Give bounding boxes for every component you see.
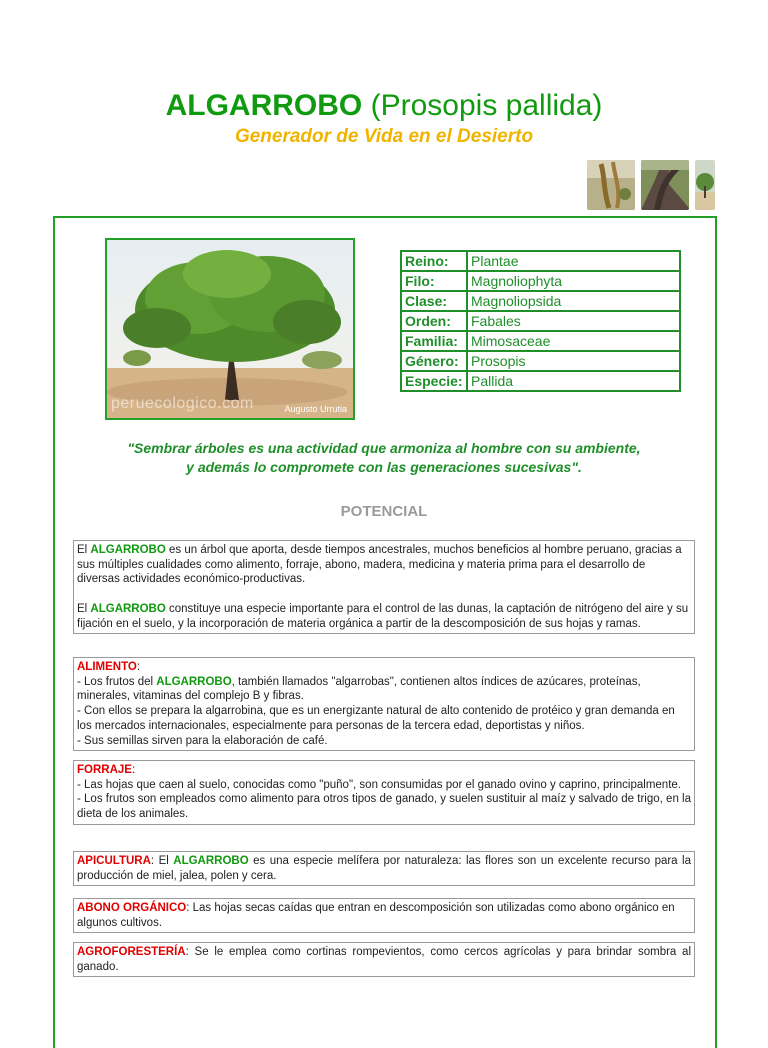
taxonomy-row <box>401 331 680 351</box>
intro-card <box>73 540 695 634</box>
thumbnail-landscape[interactable] <box>695 160 715 210</box>
text: : <box>136 661 141 673</box>
taxonomy-row <box>401 351 680 371</box>
taxonomy-label: Clase: <box>401 291 467 311</box>
apicultura-card <box>73 851 695 886</box>
text: El <box>77 544 91 556</box>
title-scientific-name: (Prosopis pallida) <box>370 89 603 122</box>
alimento-line-1 <box>77 675 691 704</box>
taxonomy-row <box>401 311 680 331</box>
taxonomy-value: Magnoliopsida <box>467 291 680 311</box>
page-title <box>0 88 768 124</box>
taxonomy-row <box>401 251 680 271</box>
text: es una especie melífera por naturaleza: las flores son un excelente recurso para la producción de miel, jalea, polen y cera. <box>77 855 692 882</box>
highlight-name: ALGARROBO <box>90 602 166 615</box>
forraje-card <box>73 760 695 825</box>
alimento-line-2: - Con ellos se prepara la algarrobina, que es un energizante natural de alto contenido de protéico y gran demanda en los mercados internacionales, especialmente para personas de la tercera edad, deportistas y niños. <box>77 705 675 732</box>
taxonomy-row <box>401 371 680 391</box>
forraje-line-2: - Los frutos son empleados como alimento para otros tipos de ganado, y suelen sustituir al maíz y salvado de trigo, en la dieta de los animales. <box>77 793 691 821</box>
section-label: ALIMENTO <box>77 661 137 673</box>
section-title: POTENCIAL <box>340 503 428 520</box>
taxonomy-label: Filo: <box>401 271 467 291</box>
alimento-line-3: - Sus semillas sirven para la elaboración de café. <box>77 734 328 747</box>
taxonomy-value: Mimosaceae <box>467 331 680 351</box>
text: es un árbol que aporta, desde tiempos ancestrales, muchos beneficios al hombre peruano, gracias a sus múltiples cualidades como alimento, forraje, abono, madera, medicina y materia prima para el desarrollo de diversas actividades económico-productivas. <box>77 544 682 586</box>
taxonomy-label: Género: <box>401 351 467 371</box>
section-label: APICULTURA <box>77 855 151 867</box>
highlight-name: ALGARROBO <box>173 855 249 867</box>
apicultura-text <box>77 854 691 883</box>
tree-illustration <box>107 240 353 418</box>
quote <box>0 439 768 477</box>
taxonomy-value: Pallida <box>467 371 680 391</box>
text: : <box>131 764 136 776</box>
intro-paragraph-1 <box>77 543 691 587</box>
taxonomy-value: Plantae <box>467 251 680 271</box>
taxonomy-value: Fabales <box>467 311 680 331</box>
page-subtitle: Generador de Vida en el Desierto <box>234 126 534 147</box>
text: El <box>77 602 91 615</box>
section-label: FORRAJE <box>77 764 132 776</box>
text: : El <box>150 855 174 867</box>
taxonomy-label: Especie: <box>401 371 467 391</box>
taxonomy-value: Prosopis <box>467 351 680 371</box>
thumbnail-strip <box>587 160 715 210</box>
photo-credit: Augusto Urrutia <box>284 404 347 414</box>
taxonomy-value: Magnoliophyta <box>467 271 680 291</box>
agroforesteria-card <box>73 942 695 977</box>
agroforesteria-text <box>77 945 691 974</box>
text: - Los frutos del <box>77 675 157 688</box>
forraje-heading <box>77 763 691 778</box>
intro-paragraph-2 <box>77 602 691 631</box>
taxonomy-label: Familia: <box>401 331 467 351</box>
text: : Las hojas secas caídas que entran en descomposición son utilizadas como abono orgánico en algunos cultivos. <box>77 902 675 929</box>
thumbnail-pods[interactable] <box>587 160 635 210</box>
text: : Se le emplea como cortinas rompevientos, como cercos agrícolas y para brindar sombra al ganado. <box>77 946 691 973</box>
thumbnail-trunk[interactable] <box>641 160 689 210</box>
alimento-card <box>73 657 695 751</box>
text: constituye una especie importante para el control de las dunas, la captación de nitrógeno del aire y su fijación en el suelo, y la incorporación de materia orgánica a partir de la descomposición de sus hojas y ramas. <box>77 602 689 630</box>
highlight-name: ALGARROBO <box>90 544 166 556</box>
page-header <box>0 88 768 148</box>
highlight-name: ALGARROBO <box>156 675 232 688</box>
spacer <box>77 587 691 602</box>
text: , también llamados "algarrobas", contienen altos índices de azúcares, proteínas, minerales, vitaminas del complejo B y fibras. <box>77 675 641 703</box>
quote-line-1: "Sembrar árboles es una actividad que armoniza al hombre con su ambiente, <box>127 440 641 456</box>
quote-line-2: y además lo compromete con las generaciones sucesivas". <box>186 459 582 475</box>
section-label: ABONO ORGÁNICO <box>77 902 187 914</box>
taxonomy-label: Orden: <box>401 311 467 331</box>
taxonomy-table <box>400 250 681 392</box>
section-label: AGROFORESTERÍA <box>77 946 186 958</box>
taxonomy-row <box>401 291 680 311</box>
title-common-name: ALGARROBO <box>165 89 363 122</box>
photo-watermark: peruecologico.com <box>111 395 254 412</box>
taxonomy-row <box>401 271 680 291</box>
tree-photo <box>105 238 355 420</box>
forraje-line-1: - Las hojas que caen al suelo, conocidas como "puño", son consumidas por el ganado ovino y caprino, principalmente. <box>77 778 681 791</box>
taxonomy-label: Reino: <box>401 251 467 271</box>
abono-card <box>73 898 695 933</box>
alimento-heading <box>77 660 691 675</box>
abono-text <box>77 901 691 930</box>
